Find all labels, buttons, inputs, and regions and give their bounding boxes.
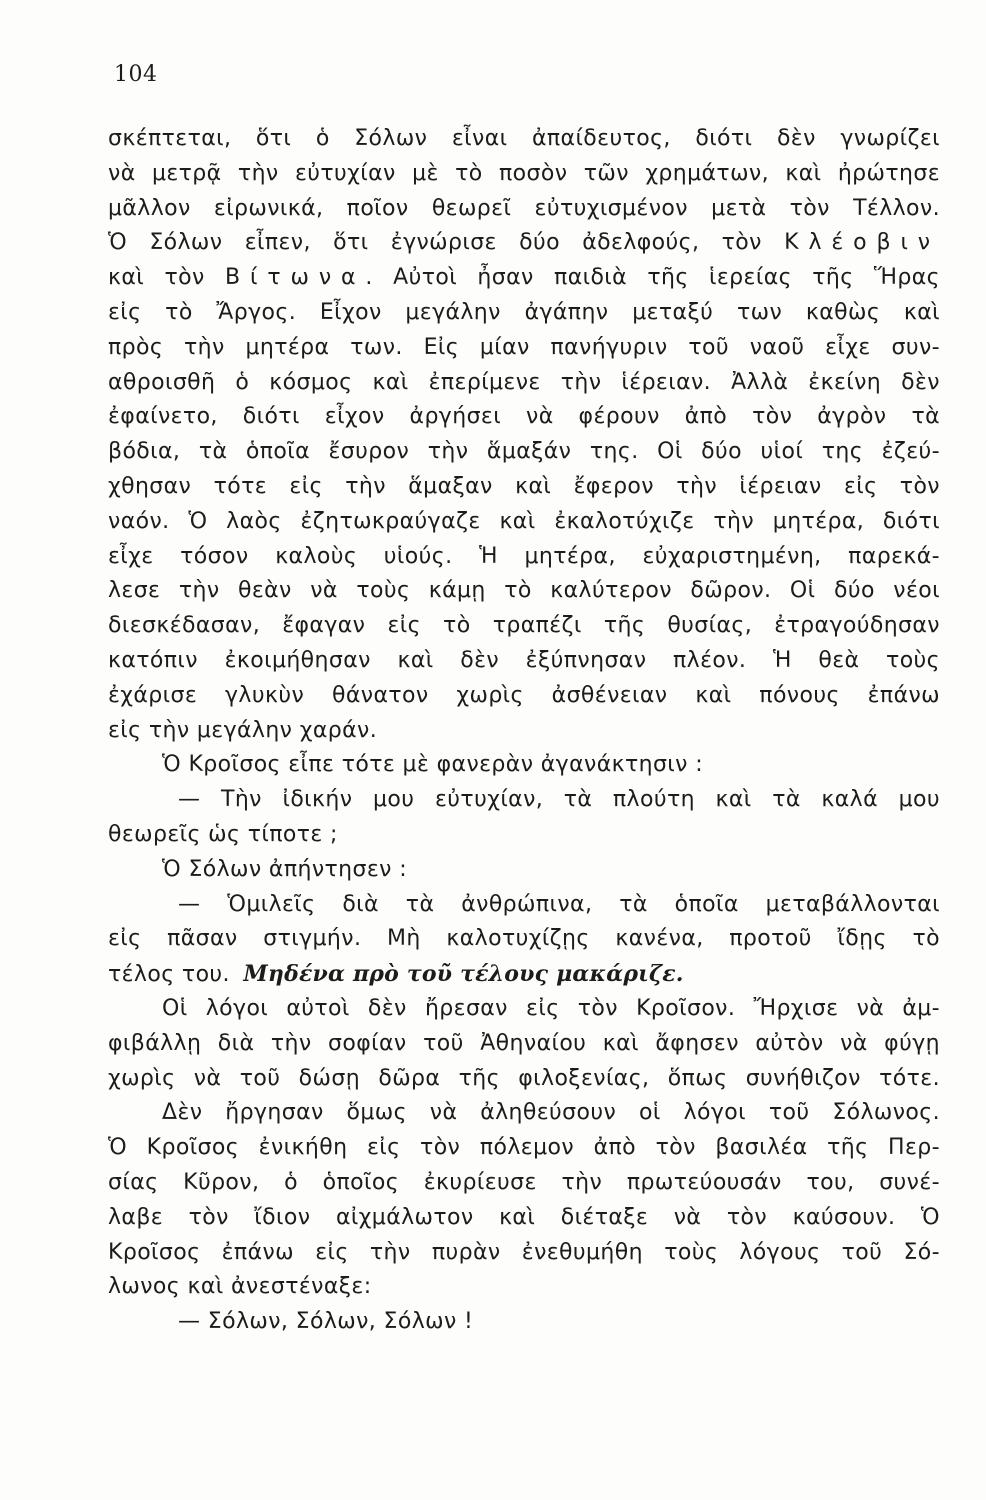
dialogue-line: — Ὁμιλεῖς διὰ τὰ ἀνθρώπινα, τὰ ὁποῖα μεταβάλλονται — [178, 891, 940, 917]
dialogue-line: — Τὴν ἰδικήν μου εὐτυχίαν, τὰ πλούτη καὶ τὰ καλά μου — [178, 787, 940, 813]
text-line: πρὸς τὴν μητέρα των. Εἰς μίαν πανήγυριν τοῦ ναοῦ εἶχε συν- — [108, 334, 940, 360]
text-line: σίας Κῦρον, ὁ ὁποῖος ἐκυρίευσε τὴν πρωτεύουσάν του, συνέ- — [108, 1169, 940, 1195]
text-line: εἶχε τόσον καλοὺς υἱούς. Ἡ μητέρα, εὐχαριστημένη, παρεκά- — [108, 543, 940, 569]
text-line: Ὁ Σόλων ἀπήντησεν : — [162, 856, 408, 882]
emphasized-name: Βίτωνα — [225, 265, 366, 291]
text-line: Κροῖσος ἐπάνω εἰς τὴν πυρὰν ἐνεθυμήθη τοὺς λόγους τοῦ Σό- — [108, 1239, 940, 1265]
text-line: ναόν. Ὁ λαὸς ἐζητωκραύγαζε καὶ ἐκαλοτύχιζε τὴν μητέρα, διότι — [108, 508, 940, 534]
text-line: Ὁ Κροῖσος ἐνικήθη εἰς τὸν πόλεμον ἀπὸ τὸν βασιλέα τῆς Περ- — [108, 1135, 940, 1161]
emphasized-name: Κλέοβιν — [784, 230, 940, 256]
dialogue-line: — Σόλων, Σόλων, Σόλων ! — [178, 1309, 474, 1335]
text-line: λωνος καὶ ἀνεστέναξε: — [108, 1274, 372, 1300]
text-line: Οἱ λόγοι αὐτοὶ δὲν ἤρεσαν εἰς τὸν Κροῖσον. Ἤρχισε νὰ ἀμ- — [162, 995, 940, 1021]
text-line: μᾶλλον εἰρωνικά, ποῖον θεωρεῖ εὐτυχισμένον μετὰ τὸν Τέλλον. — [108, 195, 940, 221]
text-line: Δὲν ἤργησαν ὅμως νὰ ἀληθεύσουν οἱ λόγοι τοῦ Σόλωνος. — [162, 1100, 940, 1126]
text-line: κατόπιν ἐκοιμήθησαν καὶ δὲν ἐξύπνησαν πλέον. Ἡ θεὰ τοὺς — [108, 647, 940, 673]
text-line: χθησαν τότε εἰς τὴν ἅμαξαν καὶ ἔφερον τὴν ἱέρειαν εἰς τὸν — [108, 473, 940, 499]
text-line-lead: Ὁ Σόλων εἶπεν, ὅτι ἐγνώρισε δύο ἀδελφούς, τὸν — [108, 230, 762, 256]
text-line: εἰς πᾶσαν στιγμήν. Μὴ καλοτυχίζῃς κανένα, προτοῦ ἴδῃς τὸ — [108, 926, 940, 952]
body-text — [108, 122, 940, 1340]
text-line: διεσκέδασαν, ἔφαγαν εἰς τὸ τραπέζι τῆς θυσίας, ἐτραγούδησαν — [108, 613, 940, 639]
text-line: ἐχάρισε γλυκὺν θάνατον χωρὶς ἀσθένειαν καὶ πόνους ἐπάνω — [108, 682, 940, 708]
text-line: λεσε τὴν θεὰν νὰ τοὺς κάμῃ τὸ καλύτερον δῶρον. Οἱ δύο νέοι — [108, 578, 940, 604]
text-line: σκέπτεται, ὅτι ὁ Σόλων εἶναι ἀπαίδευτος, διότι δὲν γνωρίζει — [108, 126, 940, 151]
text-line — [108, 957, 940, 992]
text-line-lead: καὶ τὸν — [108, 265, 205, 291]
page-number: 104 — [114, 62, 158, 87]
text-line: εἰς τὸ Ἄργος. Εἶχον μεγάλην ἀγάπην μεταξύ των καθὼς καὶ — [108, 299, 940, 325]
text-line-lead: τέλος του. — [108, 962, 230, 988]
text-line: Ὁ Κροῖσος εἶπε τότε μὲ φανερὰν ἀγανάκτησιν : — [162, 752, 704, 778]
text-line: ἐφαίνετο, διότι εἶχον ἀργήσει νὰ φέρουν ἀπὸ τὸν ἀγρὸν τὰ — [108, 404, 940, 430]
text-line — [108, 261, 940, 296]
maxim-quote: Μηδένα πρὸ τοῦ τέλους μακάριζε. — [243, 961, 684, 988]
text-line: βόδια, τὰ ὁποῖα ἔσυρον τὴν ἅμαξάν της. Οἱ δύο υἱοί της ἐζεύ- — [108, 439, 940, 465]
text-line: εἰς τὴν μεγάλην χαράν. — [108, 717, 378, 743]
text-line: λαβε τὸν ἴδιον αἰχμάλωτον καὶ διέταξε νὰ τὸν καύσουν. Ὁ — [108, 1204, 940, 1230]
text-line-trail: . Αὐτοὶ ἦσαν παιδιὰ τῆς ἱερείας τῆς Ἥρας — [365, 265, 940, 291]
text-line — [108, 226, 940, 261]
text-line: νὰ μετρᾷ τὴν εὐτυχίαν μὲ τὸ ποσὸν τῶν χρημάτων, καὶ ἠρώτησε — [108, 160, 940, 186]
text-line: αθροισθῆ ὁ κόσμος καὶ ἐπερίμενε τὴν ἱέρειαν. Ἀλλὰ ἐκείνη δὲν — [108, 369, 940, 395]
text-line: θεωρεῖς ὡς τίποτε ; — [108, 821, 338, 847]
text-line: φιβάλλῃ διὰ τὴν σοφίαν τοῦ Ἀθηναίου καὶ ἄφησεν αὐτὸν νὰ φύγῃ — [108, 1030, 940, 1056]
text-line: χωρὶς νὰ τοῦ δώσῃ δῶρα τῆς φιλοξενίας, ὅπως συνήθιζον τότε. — [108, 1065, 940, 1091]
